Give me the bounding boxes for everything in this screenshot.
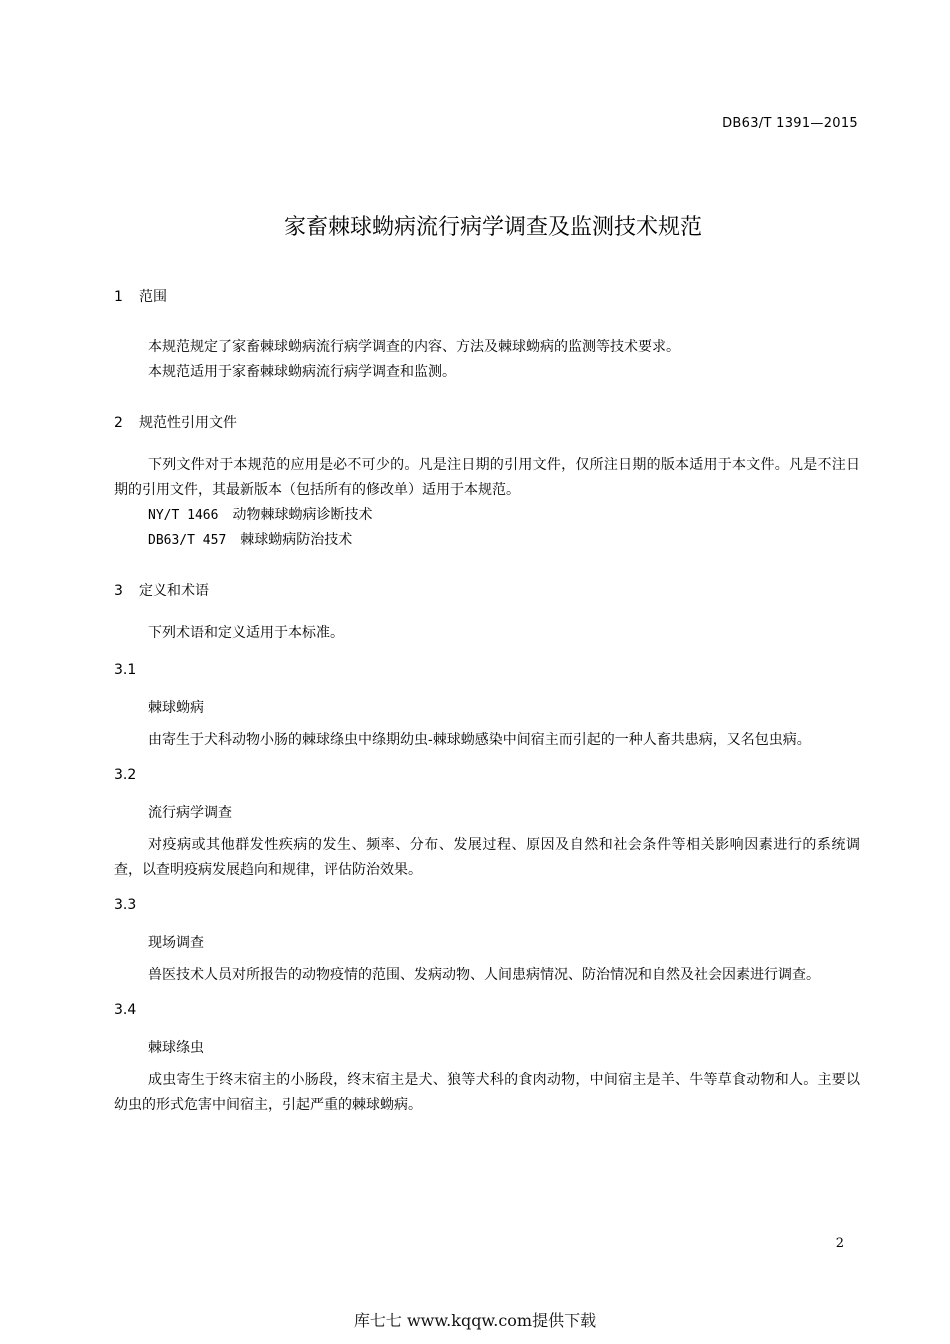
paragraph: 下列术语和定义适用于本标准。 bbox=[148, 625, 344, 641]
term-definition: 成虫寄生于终末宿主的小肠段，终末宿主是犬、狼等犬科的食肉动物，中间宿主是羊、牛等草食动物和人。主要以幼虫的形式危害中间宿主，引起严重的棘球蚴病。 bbox=[114, 1072, 860, 1113]
term-definition: 由寄生于犬科动物小肠的棘球绦虫中绦期幼虫-棘球蚴感染中间宿主而引起的一种人畜共患病，又名包虫病。 bbox=[148, 732, 811, 748]
section-number: 1 bbox=[114, 289, 123, 305]
section-title: 规范性引用文件 bbox=[139, 415, 237, 431]
section-number: 2 bbox=[114, 415, 123, 431]
reference-title: 棘球蚴病防治技术 bbox=[240, 532, 353, 548]
section-heading-terms bbox=[114, 581, 860, 601]
section-heading-refs bbox=[114, 413, 860, 433]
download-watermark: 库七七 www.kqqw.com提供下载 bbox=[353, 1311, 597, 1330]
term-number: 3.4 bbox=[114, 1002, 137, 1018]
paragraph: 本规范适用于家畜棘球蚴病流行病学调查和监测。 bbox=[148, 364, 456, 380]
paragraph: 下列文件对于本规范的应用是必不可少的。凡是注日期的引用文件，仅所注日期的版本适用于本文件。凡是不注日期的引用文件，其最新版本（包括所有的修改单）适用于本规范。 bbox=[114, 457, 860, 498]
term-number: 3.1 bbox=[114, 662, 137, 678]
paragraph: 本规范规定了家畜棘球蚴病流行病学调查的内容、方法及棘球蚴病的监测等技术要求。 bbox=[148, 339, 680, 355]
term-definition: 兽医技术人员对所报告的动物疫情的范围、发病动物、人间患病情况、防治情况和自然及社会因素进行调查。 bbox=[148, 967, 820, 983]
section-title: 定义和术语 bbox=[139, 583, 209, 599]
term-definition: 对疫病或其他群发性疾病的发生、频率、分布、发展过程、原因及自然和社会条件等相关影响因素进行的系统调查，以查明疫病发展趋向和规律，评估防治效果。 bbox=[114, 837, 860, 878]
reference-item bbox=[114, 528, 860, 553]
term-name: 流行病学调查 bbox=[148, 805, 232, 821]
document-code: DB63/T 1391—2015 bbox=[722, 116, 858, 131]
term-name: 棘球蚴病 bbox=[148, 700, 204, 716]
term-name: 现场调查 bbox=[148, 935, 204, 951]
reference-code: DB63/T 457 bbox=[148, 533, 227, 548]
page-number: 2 bbox=[835, 1236, 844, 1251]
term-number: 3.2 bbox=[114, 767, 137, 783]
section-title: 范围 bbox=[139, 289, 167, 305]
term-number: 3.3 bbox=[114, 897, 137, 913]
reference-item bbox=[114, 503, 860, 528]
section-number: 3 bbox=[114, 583, 123, 599]
section-heading-scope bbox=[114, 287, 860, 307]
term-name: 棘球绦虫 bbox=[148, 1040, 204, 1056]
reference-title: 动物棘球蚴病诊断技术 bbox=[232, 507, 373, 523]
reference-code: NY/T 1466 bbox=[148, 508, 219, 523]
document-title: 家畜棘球蚴病流行病学调查及监测技术规范 bbox=[283, 215, 702, 240]
document-body bbox=[114, 287, 860, 1118]
